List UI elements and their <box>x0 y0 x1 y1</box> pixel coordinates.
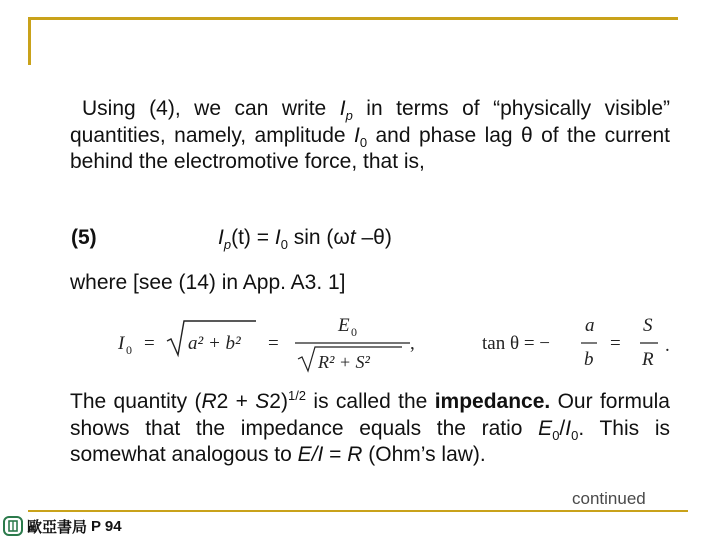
eq-i: I <box>218 226 224 249</box>
eq-i0: I <box>274 226 281 249</box>
formula-num-sub: 0 <box>351 325 357 339</box>
p2-exponent: 1/2 <box>287 388 307 403</box>
formula-i0: I <box>118 333 125 354</box>
p2-text-e: Our formula shows that the impedance equals the ratio <box>70 390 670 440</box>
p2-slash: / <box>559 416 566 440</box>
intro-paragraph <box>70 96 670 176</box>
p2-text-c: 2) <box>269 390 288 413</box>
p2-e0: E <box>538 416 553 440</box>
eq-t: (t) = <box>231 226 275 249</box>
formula-eq1: = <box>144 333 155 354</box>
page-number: P 94 <box>91 517 122 535</box>
publisher-name: 歐亞書局 <box>27 518 88 536</box>
intro-text-2: in terms of “physically visible” quantities, namely, amplitude <box>70 97 671 147</box>
formula-eq2: = <box>268 333 279 354</box>
p2-text-b: 2 + <box>216 390 256 413</box>
formula-a: a <box>585 315 595 336</box>
footer <box>3 514 122 538</box>
continued-note: continued <box>572 489 646 508</box>
p2-r: R <box>201 390 217 413</box>
frame-top-line <box>28 17 678 20</box>
intro-text: Using (4), we can write <box>82 97 327 120</box>
eq-sin: sin (ω <box>287 226 350 249</box>
equation-number: (5) <box>71 226 97 249</box>
p2-s: S <box>255 390 270 413</box>
p2-i0-sub: 0 <box>571 427 579 443</box>
eq-t2: t <box>349 226 356 249</box>
intro-text-3: and phase lag θ of the current behind the electromotive force, that is, <box>70 123 670 173</box>
formula-period: . <box>665 335 670 356</box>
p2-e0-sub: 0 <box>552 427 560 443</box>
formula-tan: tan θ = − <box>482 333 550 354</box>
eq-zero: 0 <box>280 237 288 253</box>
formula-image <box>110 305 700 375</box>
formula-den: R² + S² <box>318 352 370 372</box>
p2-text-f: . This is somewhat analogous to <box>70 416 670 466</box>
eq-p: p <box>223 237 232 253</box>
p2-text-d: is called the <box>306 390 435 413</box>
frame-left-line <box>28 17 31 65</box>
p2-text-h: (Ohm’s law). <box>362 443 486 466</box>
formula-r: R <box>642 349 654 370</box>
publisher-logo-icon <box>3 516 23 536</box>
i0-subscript: 0 <box>359 134 368 150</box>
formula-sqrt-arg: a² + b² <box>188 333 241 354</box>
formula-comma: , <box>410 333 415 354</box>
ip-subscript: p <box>345 108 353 124</box>
formula-i0-sub: 0 <box>126 343 132 357</box>
eq-theta: –θ) <box>355 226 392 249</box>
i0-symbol: I <box>354 123 360 147</box>
impedance-paragraph <box>70 389 670 469</box>
p2-i0: I <box>565 416 572 440</box>
p2-text-g: = <box>323 443 348 466</box>
p2-ei: E/I <box>297 443 324 466</box>
where-line: where [see (14) in App. A3. 1] <box>70 271 346 294</box>
p2-text-a: The quantity ( <box>70 390 202 413</box>
frame-bottom-line <box>28 510 688 512</box>
equation-5 <box>218 226 392 253</box>
p2-rv: R <box>347 443 363 466</box>
formula-num: E <box>338 315 350 336</box>
impedance-term: impedance. <box>434 390 551 413</box>
formula-eq3: = <box>610 333 621 354</box>
formula-s: S <box>643 315 653 336</box>
ip-symbol: I <box>339 97 346 120</box>
formula-b: b <box>584 349 594 370</box>
